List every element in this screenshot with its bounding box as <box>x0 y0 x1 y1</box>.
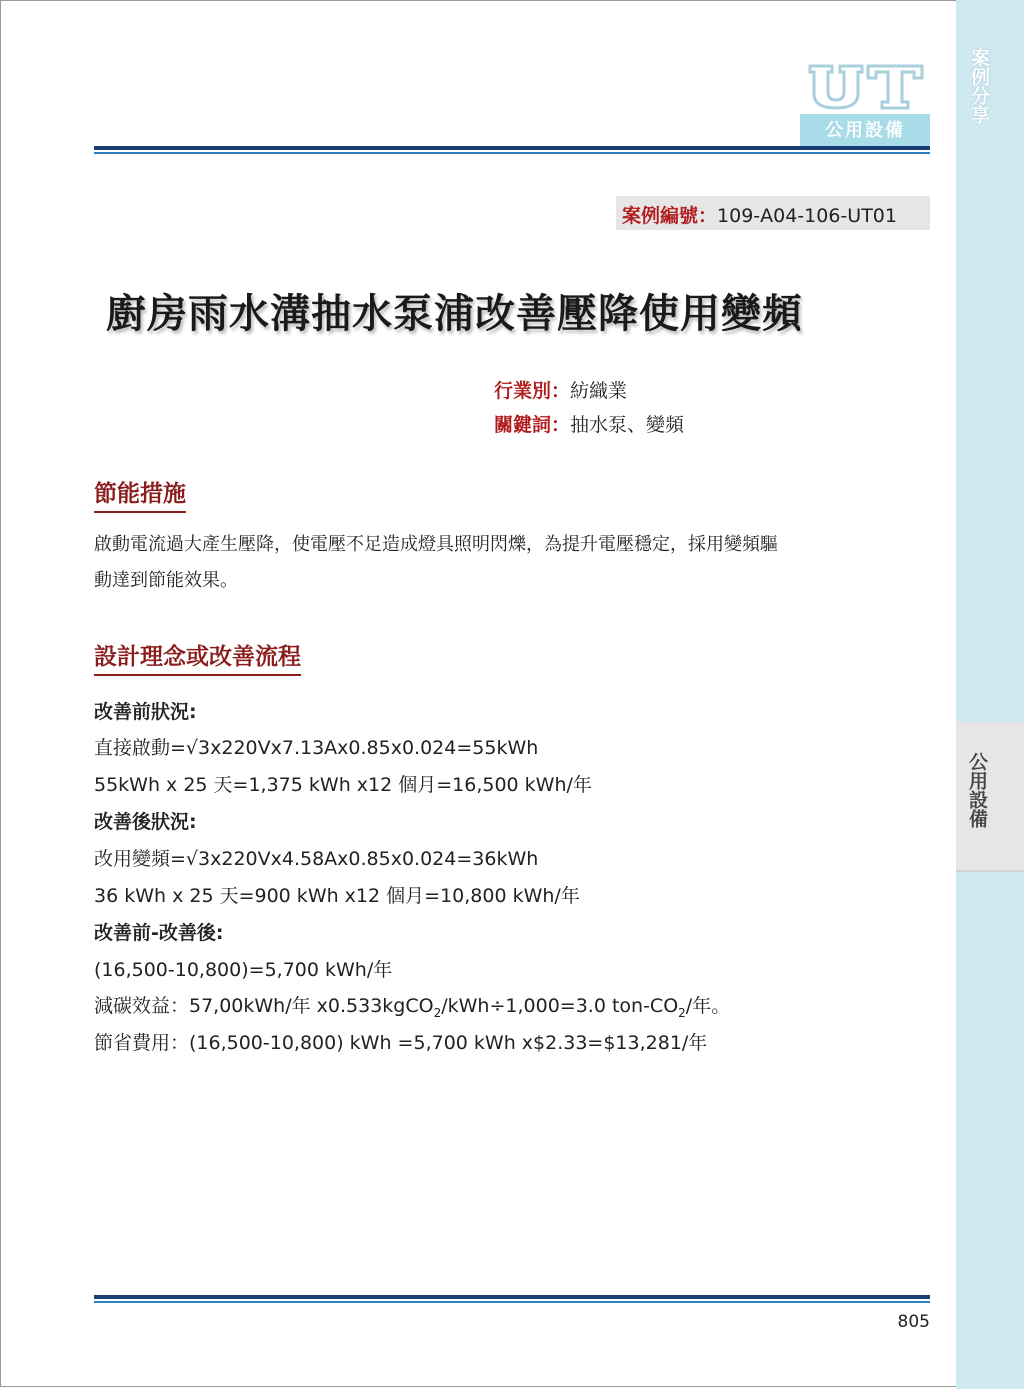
side-tab-label: 公用設備 <box>966 752 988 828</box>
header-rule <box>94 146 930 150</box>
cost-line: 節省費用：(16,500-10,800) kWh =5,700 kWh x$2.33=$13,281/年 <box>94 1032 708 1054</box>
page-number: 805 <box>897 1312 930 1332</box>
after-heading: 改善後狀況: <box>94 811 197 833</box>
carbon-prefix: 減碳效益：57,00kWh/年 x0.533kgCO <box>94 995 434 1017</box>
category-label: 公用設備 <box>825 120 905 141</box>
side-strip <box>956 0 1024 1389</box>
footer-rule-thin <box>94 1301 930 1303</box>
after-line-2: 36 kWh x 25 天=900 kWh x12 個月=10,800 kWh/年 <box>94 885 580 907</box>
keywords-line <box>494 410 684 437</box>
measures-line-1: 啟動電流過大產生壓降，使電壓不足造成燈具照明閃爍，為提升電壓穩定，採用變頻驅 <box>94 534 778 555</box>
before-line-1: 直接啟動=√3x220Vx7.13Ax0.85x0.024=55kWh <box>94 737 539 759</box>
industry-value: 紡織業 <box>570 380 628 402</box>
diff-line-1: (16,500-10,800)=5,700 kWh/年 <box>94 959 393 981</box>
before-heading: 改善前狀況: <box>94 701 197 723</box>
carbon-sub-2: 2 <box>678 1005 686 1020</box>
keywords-value: 抽水泵、變頻 <box>570 414 685 436</box>
case-number-key: 案例編號： <box>622 205 718 227</box>
case-number-value: 109-A04-106-UT01 <box>717 205 897 227</box>
diff-heading: 改善前-改善後: <box>94 922 224 944</box>
carbon-line <box>94 991 730 1020</box>
industry-key: 行業別： <box>494 380 571 402</box>
section-heading-design: 設計理念或改善流程 <box>94 638 301 676</box>
before-line-2: 55kWh x 25 天=1,375 kWh x12 個月=16,500 kWh/年 <box>94 774 592 796</box>
page-title: 廚房雨水溝抽水泵浦改善壓降使用變頻 <box>106 291 803 337</box>
side-section-label: 案例分享 <box>968 48 990 124</box>
section-heading-measures: 節能措施 <box>94 475 186 513</box>
ut-logo-icon <box>806 62 926 110</box>
industry-line <box>494 376 627 403</box>
carbon-middle: /kWh÷1,000=3.0 ton-CO <box>441 995 679 1017</box>
after-line-1: 改用變頻=√3x220Vx4.58Ax0.85x0.024=36kWh <box>94 848 539 870</box>
header-rule-thin <box>94 152 930 154</box>
keywords-key: 關鍵詞： <box>494 414 571 436</box>
carbon-sub-1: 2 <box>433 1005 442 1020</box>
footer-rule <box>94 1295 930 1299</box>
carbon-suffix: /年。 <box>685 995 731 1017</box>
case-number <box>616 196 930 230</box>
measures-line-2: 動達到節能效果。 <box>94 570 238 591</box>
